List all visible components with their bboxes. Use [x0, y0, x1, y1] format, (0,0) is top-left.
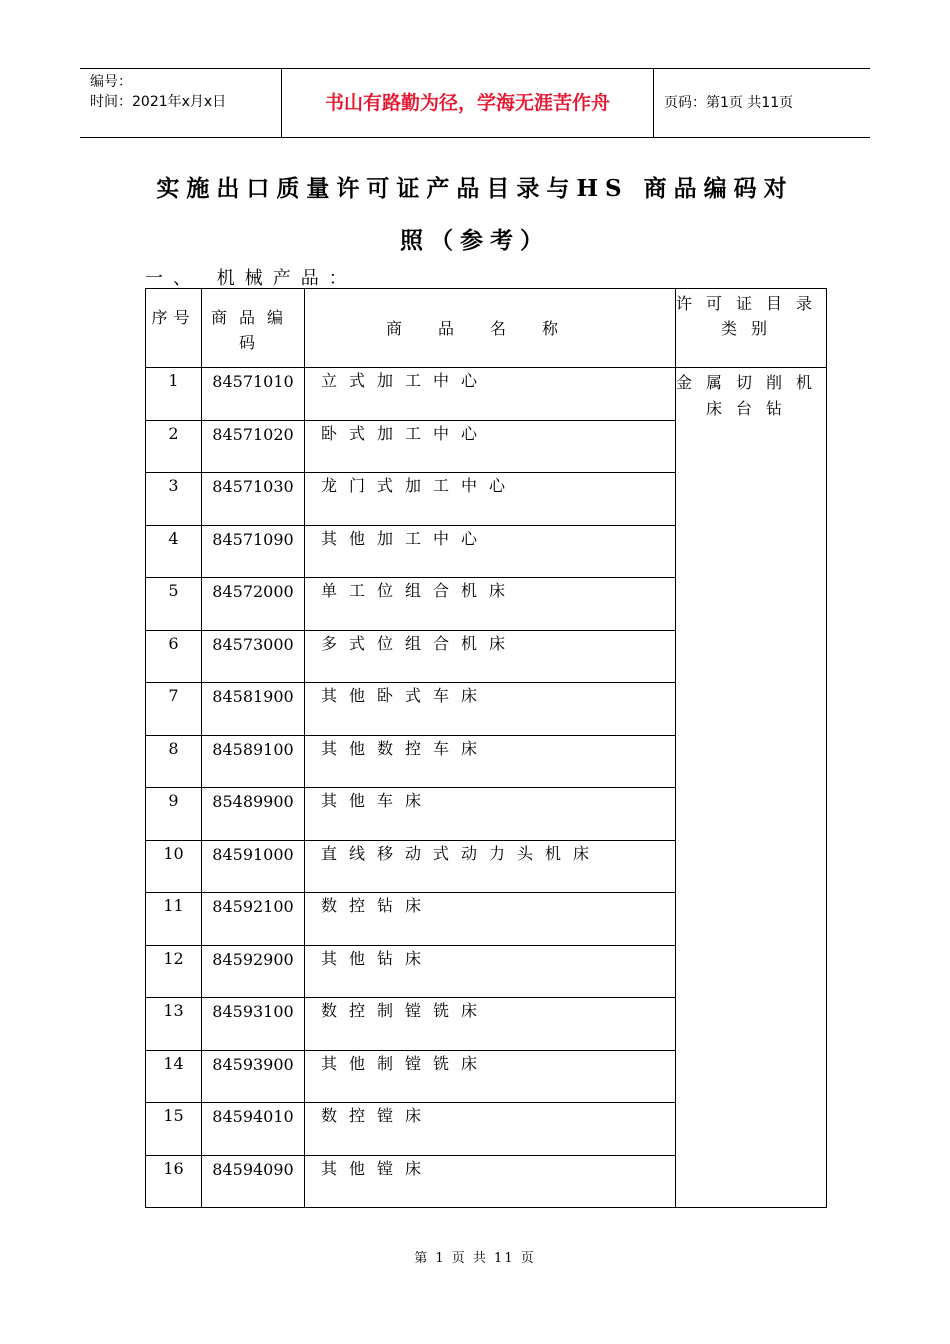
- row-name: 数控镗床: [305, 1103, 676, 1156]
- row-code: 85489900: [202, 788, 305, 841]
- header-name: 商品名称: [305, 289, 676, 368]
- row-name: 单工位组合机床: [305, 578, 676, 631]
- row-number: 15: [146, 1103, 202, 1156]
- page-header: [80, 68, 870, 138]
- header-code: 商品编码: [202, 289, 305, 368]
- table-header-row: [146, 289, 827, 368]
- row-name: 其他数控车床: [305, 735, 676, 788]
- row-number: 4: [146, 525, 202, 578]
- row-number: 6: [146, 630, 202, 683]
- row-code: 84589100: [202, 735, 305, 788]
- header-time-label: 时间：2021年x月x日: [90, 94, 227, 110]
- row-number: 5: [146, 578, 202, 631]
- row-number: 12: [146, 945, 202, 998]
- header-meta: [80, 69, 282, 137]
- row-code: 84593100: [202, 998, 305, 1051]
- row-code: 84592900: [202, 945, 305, 998]
- row-name: 龙门式加工中心: [305, 473, 676, 526]
- row-name: 其他卧式车床: [305, 683, 676, 736]
- row-code: 84592100: [202, 893, 305, 946]
- row-code: 84572000: [202, 578, 305, 631]
- row-number: 3: [146, 473, 202, 526]
- table-row: [146, 368, 827, 421]
- row-name: 其他车床: [305, 788, 676, 841]
- row-name: 其他钻床: [305, 945, 676, 998]
- header-no: 序号: [146, 289, 202, 368]
- row-code: 84571020: [202, 420, 305, 473]
- row-name: 数控钻床: [305, 893, 676, 946]
- header-code-label: 编号：: [90, 74, 132, 90]
- row-code: 84581900: [202, 683, 305, 736]
- row-number: 13: [146, 998, 202, 1051]
- row-number: 1: [146, 368, 202, 421]
- row-code: 84573000: [202, 630, 305, 683]
- row-name: 其他加工中心: [305, 525, 676, 578]
- product-table: [145, 288, 827, 1208]
- category-cell: 金属切削机床台钻: [676, 368, 827, 1208]
- row-code: 84594090: [202, 1155, 305, 1208]
- row-code: 84591000: [202, 840, 305, 893]
- row-number: 10: [146, 840, 202, 893]
- row-number: 16: [146, 1155, 202, 1208]
- row-code: 84571010: [202, 368, 305, 421]
- row-name: 数控制镗铣床: [305, 998, 676, 1051]
- row-number: 11: [146, 893, 202, 946]
- row-number: 14: [146, 1050, 202, 1103]
- row-code: 84571030: [202, 473, 305, 526]
- document-title-line1: 实施出口质量许可证产品目录与HS 商品编码对: [156, 175, 794, 202]
- row-name: 其他制镗铣床: [305, 1050, 676, 1103]
- page-footer: 第 1 页 共 11 页: [414, 1251, 536, 1266]
- header-page-info: 页码：第1页 共11页: [664, 95, 794, 111]
- row-name: 多式位组合机床: [305, 630, 676, 683]
- header-category: 许可证目录类别: [676, 289, 827, 368]
- row-number: 8: [146, 735, 202, 788]
- row-code: 84594010: [202, 1103, 305, 1156]
- row-number: 2: [146, 420, 202, 473]
- row-name: 直线移动式动力头机床: [305, 840, 676, 893]
- row-name: 立式加工中心: [305, 368, 676, 421]
- section-heading: 一、 机械产品：: [145, 268, 357, 289]
- row-name: 卧式加工中心: [305, 420, 676, 473]
- document-title-line2: 照（参考）: [400, 227, 550, 254]
- row-code: 84571090: [202, 525, 305, 578]
- row-name: 其他镗床: [305, 1155, 676, 1208]
- row-number: 9: [146, 788, 202, 841]
- header-motto: 书山有路勤为径，学海无涯苦作舟: [282, 69, 654, 137]
- row-number: 7: [146, 683, 202, 736]
- row-code: 84593900: [202, 1050, 305, 1103]
